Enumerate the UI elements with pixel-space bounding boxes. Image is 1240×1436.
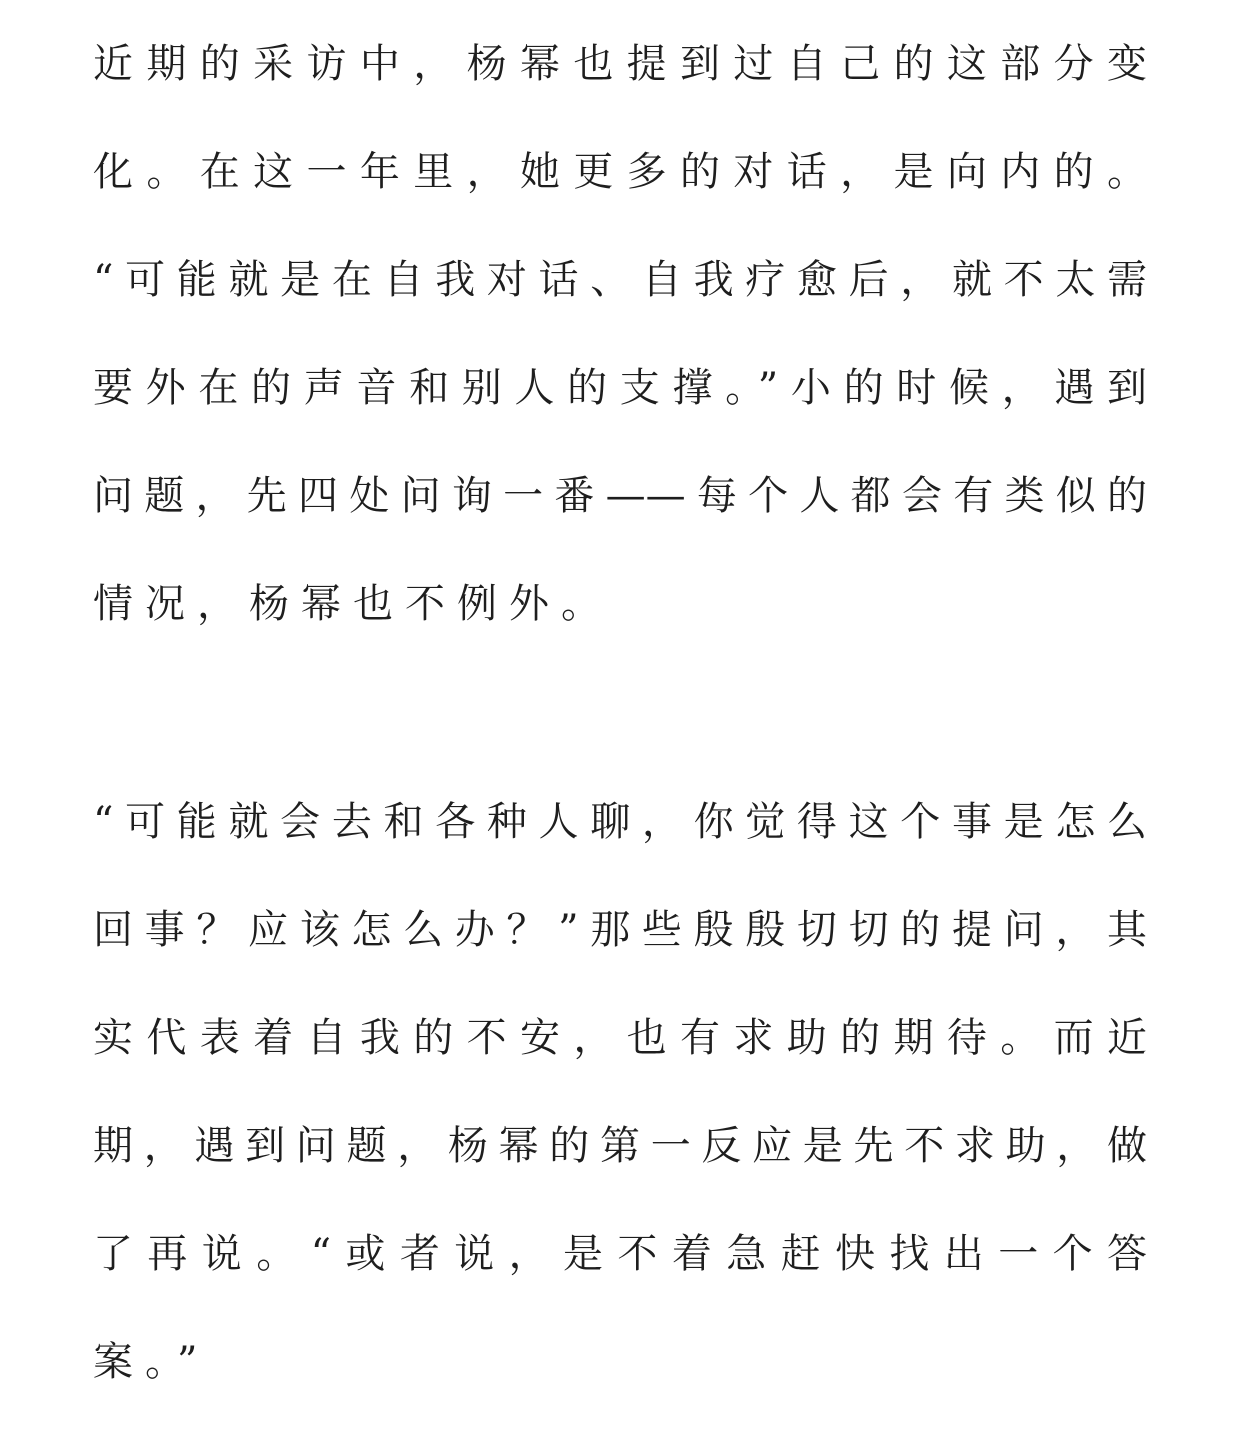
paragraph-line: 了再说。“或者说，是不着急赶快找出一个答 [93, 1231, 1147, 1277]
paragraph-2 [93, 768, 1147, 1416]
paragraph-line: “可能就会去和各种人聊，你觉得这个事是怎么 [93, 799, 1147, 845]
paragraph-line: 情况，杨幂也不例外。 [93, 581, 613, 627]
paragraph-line: 近期的采访中，杨幂也提到过自己的这部分变 [93, 41, 1147, 87]
paragraph-line: 回事？应该怎么办？”那些殷殷切切的提问，其 [93, 907, 1147, 953]
paragraph-line: “可能就是在自我对话、自我疗愈后，就不太需 [93, 257, 1147, 303]
paragraph-line: 要外在的声音和别人的支撑。”小的时候，遇到 [93, 365, 1147, 411]
paragraph-1 [93, 10, 1147, 658]
paragraph-line: 期，遇到问题，杨幂的第一反应是先不求助，做 [93, 1123, 1147, 1169]
paragraph-line: 化。在这一年里，她更多的对话，是向内的。 [93, 149, 1147, 195]
paragraph-line: 案。” [93, 1339, 210, 1385]
paragraph-line: 问题，先四处问询一番——每个人都会有类似的 [93, 473, 1147, 519]
paragraph-line: 实代表着自我的不安，也有求助的期待。而近 [93, 1015, 1147, 1061]
